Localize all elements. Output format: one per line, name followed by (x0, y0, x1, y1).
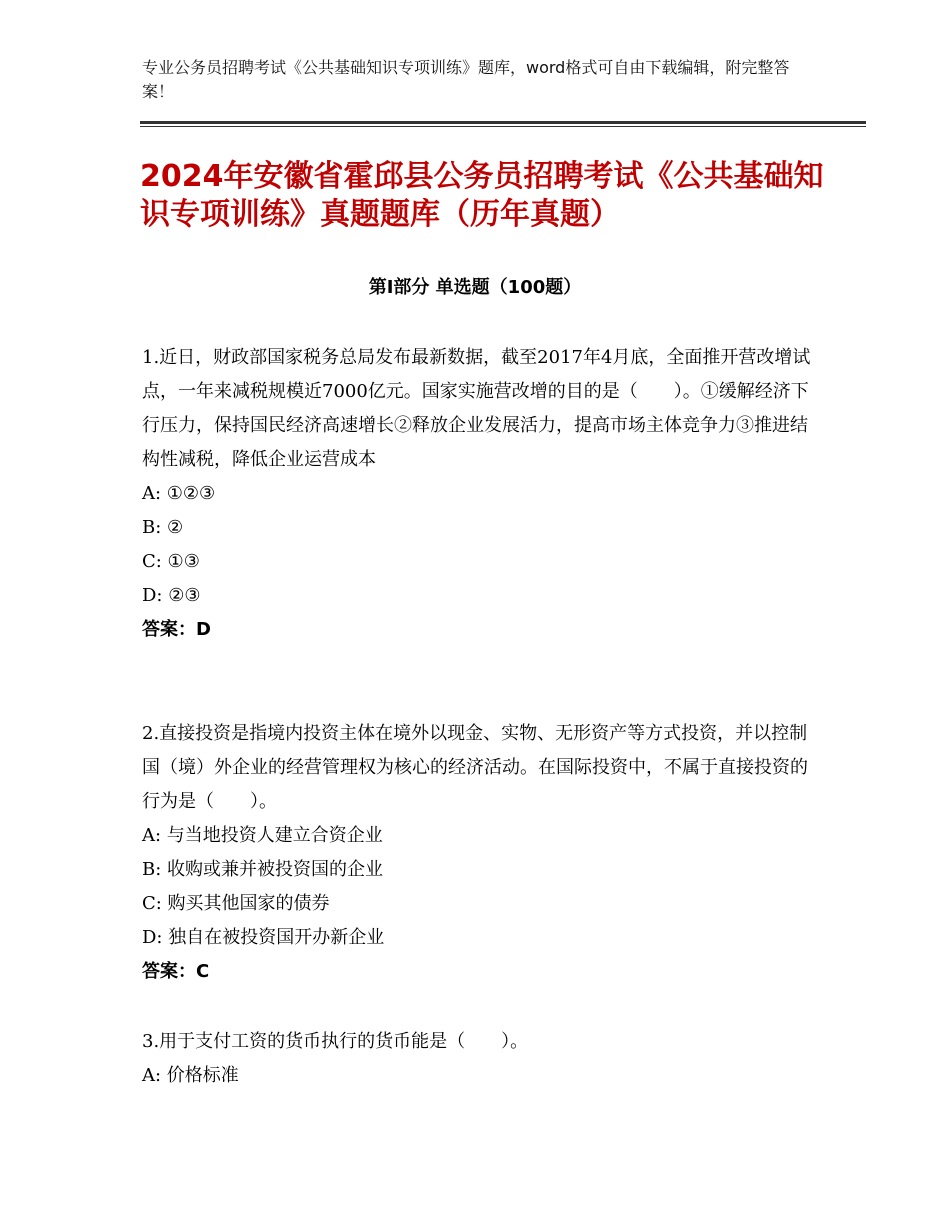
question-3 (142, 1025, 812, 1093)
page-title: 2024年安徽省霍邱县公务员招聘考试《公共基础知识专项训练》真题题库（历年真题） (140, 159, 824, 232)
question-1 (142, 341, 812, 647)
option-a: A: ①②③ (142, 483, 216, 504)
question-2 (142, 717, 812, 989)
option-b: B: 收购或兼并被投资国的企业 (142, 859, 384, 880)
answer: 答案：C (142, 961, 210, 982)
option-a: A: 价格标准 (142, 1065, 239, 1086)
question-stem: 2.直接投资是指境内投资主体在境外以现金、实物、无形资产等方式投资，并以控制国（境）外企业的经营管理权为核心的经济活动。在国际投资中，不属于直接投资的行为是（ ）。 (142, 723, 808, 812)
header-rule-thin (140, 126, 866, 127)
option-c: C: ①③ (142, 551, 200, 572)
option-a: A: 与当地投资人建立合资企业 (142, 825, 383, 846)
option-b: B: ② (142, 517, 184, 538)
header-note: 专业公务员招聘考试《公共基础知识专项训练》题库，word格式可自由下载编辑，附完整答案！ (142, 58, 790, 101)
question-stem: 1.近日，财政部国家税务总局发布最新数据，截至2017年4月底，全面推开营改增试点，一年来减税规模近7000亿元。国家实施营改增的目的是（ ）。①缓解经济下行压力，保持国民经济高速增长②释放企业发展活力，提高市场主体竞争力③推进结构性减税，降低企业运营成本 (142, 347, 811, 470)
answer: 答案：D (142, 619, 211, 640)
option-d: D: ②③ (142, 585, 201, 606)
option-d: D: 独自在被投资国开办新企业 (142, 927, 385, 948)
option-c: C: 购买其他国家的债券 (142, 893, 330, 914)
section-title: 第Ⅰ部分 单选题（100题） (368, 277, 582, 298)
question-stem: 3.用于支付工资的货币执行的货币能是（ ）。 (142, 1031, 529, 1052)
header-rule-thick (140, 121, 866, 124)
